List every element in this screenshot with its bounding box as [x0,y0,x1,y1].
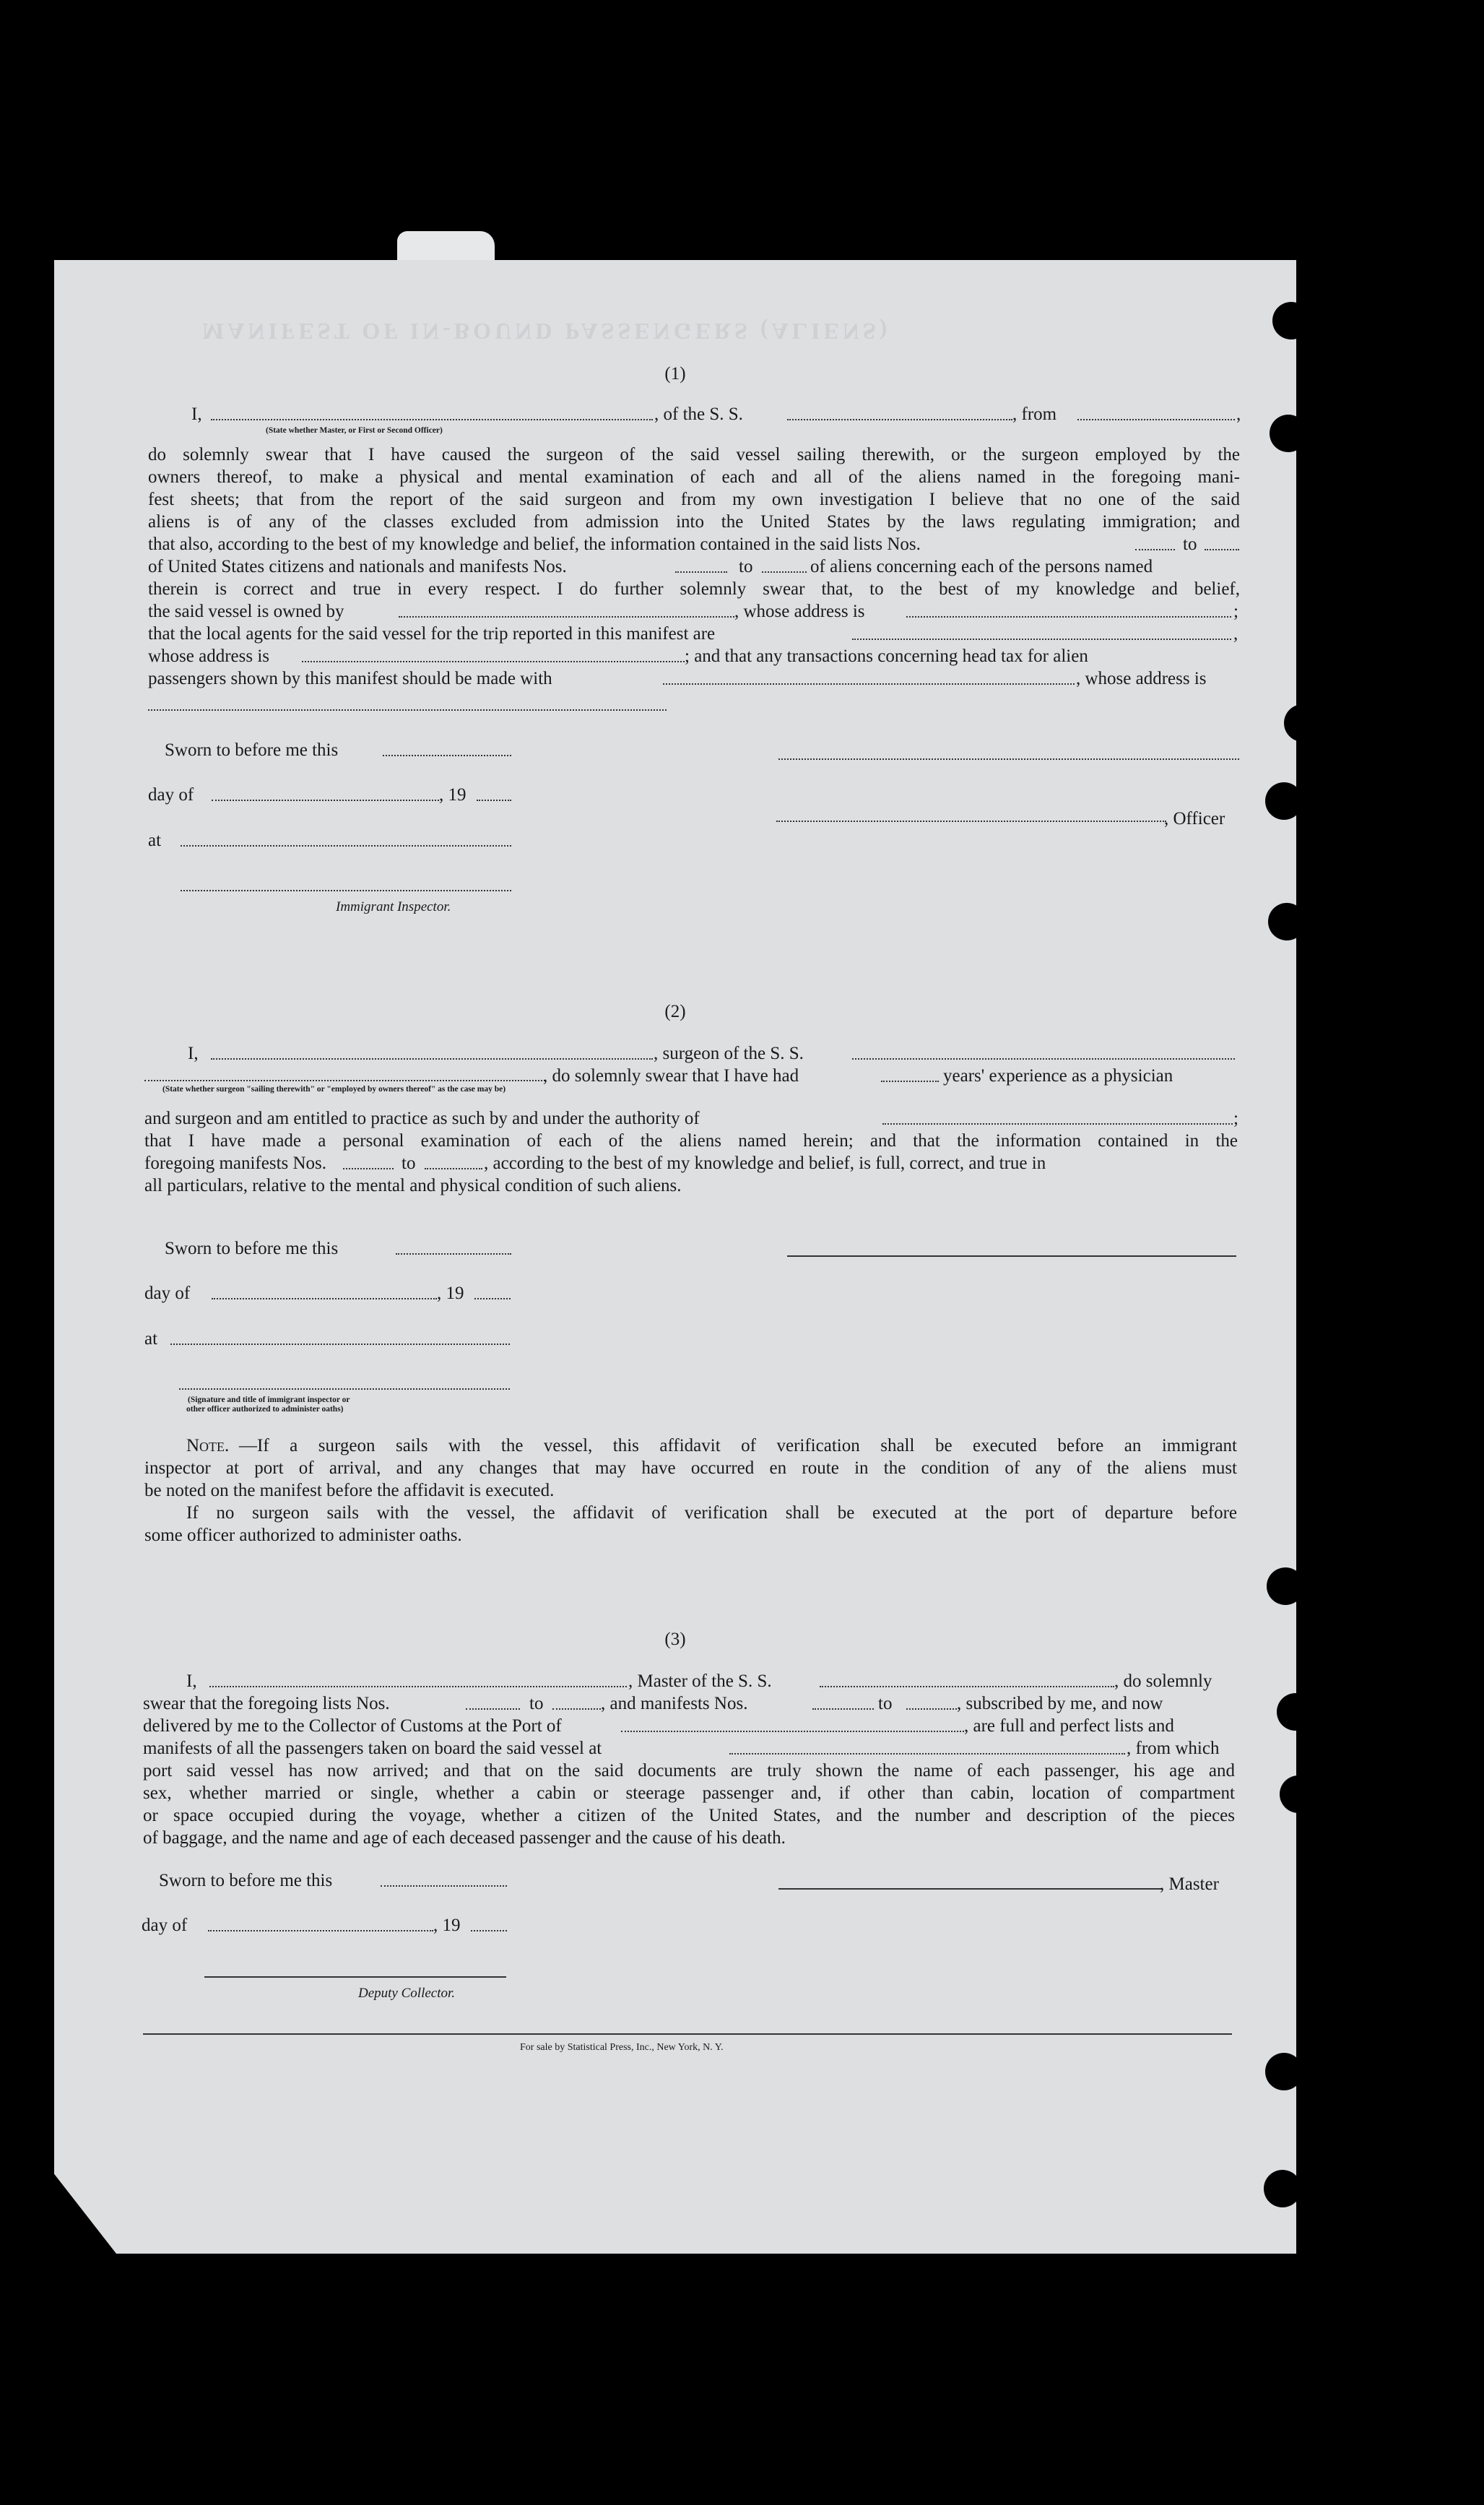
binder-hole-icon [1265,2053,1303,2090]
s3-master-of: , Master of the S. S. [628,1671,772,1691]
s3-list-no-line [466,1708,520,1710]
s1-to-1: to [1183,535,1197,554]
footer-text: For sale by Statistical Press, Inc., New York, N. Y. [520,2042,724,2053]
s3-master-name-line [209,1686,627,1687]
s2-signature-line [179,1388,510,1390]
s3-manifest-no-line [812,1708,874,1710]
s1-day-of: day of [148,785,194,805]
section-1-number: (1) [664,364,686,384]
s1-at-line [181,845,511,847]
s1-line-5: that also, according to the best of my knowledge and belief, the information contained in the said lists Nos. [148,535,921,554]
s3-line-2b: to [529,1694,544,1713]
binder-hole-icon [1268,903,1306,940]
s1-head-tax-line [663,683,1075,685]
s2-line-3c: , according to the best of my knowledge and belief, is full, correct, and true in [484,1154,1046,1173]
s3-i: I, [186,1671,197,1691]
s1-line-11: passengers shown by this manifest should be made with [148,669,552,688]
binder-hole-icon [1270,415,1307,452]
s2-line-1-end: ; [1233,1109,1238,1128]
binder-hole-icon [1267,1567,1304,1605]
s3-master: , Master [1160,1874,1219,1894]
s2-sig-hint-1: (Signature and title of immigrant inspector or [188,1396,350,1404]
s1-line-7: therein is correct and true in every respect. I do further solemnly swear that, to the best of my knowledge and belief, [148,579,1240,599]
s2-note-line-3: be noted on the manifest before the affidavit is executed. [144,1481,555,1500]
s3-deputy: Deputy Collector. [358,1986,456,2001]
s3-line-2d: to [878,1694,893,1713]
s2-note-head [186,1435,229,1457]
s1-address-cont-line [148,709,667,711]
s2-swear-had: , do solemnly swear that I have had [543,1066,799,1086]
s3-sworn-line [381,1885,507,1887]
s1-line-3: fest sheets; that from the report of the said surgeon and from my own investigation I believe that no one of the said [148,490,1240,509]
s3-ship-line [820,1686,1114,1687]
s2-day-of: day of [144,1284,191,1303]
s1-line-10: whose address is [148,646,270,666]
footer-rule [143,2033,1232,2035]
s2-note-line-2: inspector at port of arrival, and any changes that may have occurred en route in the condition of any of the aliens must [144,1458,1237,1478]
note-label: Note. [186,1436,230,1455]
s3-line-3b: , are full and perfect lists and [964,1716,1174,1736]
s2-sig-hint-2: other officer authorized to administer oaths) [186,1405,344,1414]
s3-line-3a: delivered by me to the Collector of Customs at the Port of [143,1716,562,1736]
s3-nineteen: , 19 [433,1916,461,1935]
s3-list-to-line [552,1708,601,1710]
s3-do-solemnly: , do solemnly [1114,1671,1212,1691]
s1-agents-address-line [302,661,685,662]
s3-line-2e: , subscribed by me, and now [957,1694,1163,1713]
s3-line-5: port said vessel has now arrived; and that on the said documents are truly shown the name of each passenger, his age and [143,1761,1235,1781]
s1-line-8: the said vessel is owned by [148,602,344,621]
s3-line-8: of baggage, and the name and age of each deceased passenger and the cause of his death. [143,1828,786,1848]
s2-years-line [881,1081,939,1082]
s1-i: I, [191,404,202,424]
s3-port-line [621,1731,964,1732]
s2-surgeon-name-line [211,1058,653,1060]
section-3-number: (3) [664,1630,686,1649]
s2-years: years' experience as a physician [943,1066,1173,1086]
s1-head-tax: ; and that any transactions concerning head tax for alien [685,646,1088,666]
s1-of-ss: , of the S. S. [654,404,743,424]
s2-sworn: Sworn to before me this [165,1239,339,1258]
s2-at-line [170,1344,510,1345]
s1-of-aliens: of aliens concerning each of the persons named [810,557,1153,576]
s1-sworn: Sworn to before me this [165,740,339,760]
s1-line-4: aliens is of any of the classes excluded from admission into the United States by the laws regulating immigration; and [148,512,1240,532]
s2-manifest-to-line [425,1168,482,1169]
s2-line-2: that I have made a personal examination of each of the aliens named herein; and that the information contained in the [144,1131,1238,1151]
s1-list-to-line [1205,549,1239,550]
s3-embark-line [729,1753,1125,1755]
binder-hole-icon [1277,1693,1314,1731]
binder-hole-icon [1284,704,1322,742]
s2-i: I, [188,1044,199,1063]
s1-line-9: that the local agents for the said vessel for the trip reported in this manifest are [148,624,716,644]
s1-inspector-line [181,890,511,891]
s3-manifest-to-line [906,1708,957,1710]
s2-line-1: and surgeon and am entitled to practice as such by and under the authority of [144,1109,700,1128]
s1-line-6: of United States citizens and nationals and manifests Nos. [148,557,567,576]
s2-note-p2-line-1: If no surgeon sails with the vessel, the affidavit of verification shall be executed at the port of departure before [186,1503,1237,1523]
bleed-through-header: MANIFEST OF IN-BOUND PASSENGERS (ALIENS) [202,319,891,345]
s1-day-line [212,800,439,801]
binder-hole-icon [1264,2170,1301,2207]
s1-at: at [148,831,162,850]
s2-sworn-line [396,1253,511,1255]
s1-line-1: do solemnly swear that I have caused the surgeon of the said vessel sailing therewith, or the surgeon employed by the [148,445,1240,464]
s2-year-line [474,1298,511,1299]
s3-line-2a: swear that the foregoing lists Nos. [143,1694,390,1713]
s2-ship-line [852,1058,1235,1060]
s2-line-3b: to [402,1154,416,1173]
s2-authority-line [882,1123,1233,1125]
s1-nineteen: , 19 [439,785,467,805]
s1-officer-line [211,419,653,420]
s1-sworn-line [383,755,511,756]
s1-officer-line-2 [776,821,1166,822]
s1-comma: , [1233,624,1238,644]
s3-day-of: day of [142,1916,188,1935]
s3-deputy-line [204,1976,506,1978]
s1-from-comma: , [1236,404,1241,424]
s1-officer-hint: (State whether Master, or First or Second Officer) [266,426,443,435]
s1-officer: , Officer [1164,809,1225,828]
s1-manifest-no-line [675,571,727,573]
s3-line-2c: , and manifests Nos. [601,1694,748,1713]
s2-title-line [144,1080,545,1081]
s2-surgeon-of: , surgeon of the S. S. [654,1044,804,1063]
s2-line-3a: foregoing manifests Nos. [144,1154,327,1173]
section-2-number: (2) [664,1002,686,1021]
s1-semicolon: ; [1233,602,1238,621]
s1-officer-sign-line [778,758,1239,760]
s1-owner-address: , whose address is [734,602,865,621]
s1-agents-line [852,639,1231,640]
s1-year-line [477,800,511,801]
s2-note-line-1: —If a surgeon sails with the vessel, this affidavit of verification shall be executed before an immigrant [239,1436,1237,1455]
s3-line-4a: manifests of all the passengers taken on board the said vessel at [143,1739,602,1758]
s3-line-7: or space occupied during the voyage, whether a citizen of the United States, and the number and description of the pieces [143,1806,1235,1825]
binder-hole-icon [1280,1775,1317,1813]
s1-manifest-to-line [762,571,807,573]
s1-ship-line [787,419,1012,420]
s2-manifest-no-line [343,1168,394,1169]
s1-from: , from [1012,404,1057,424]
s2-day-line [212,1298,437,1299]
s1-line-2: owners thereof, to make a physical and mental examination of each and all of the aliens named in the foregoing mani- [148,467,1240,487]
s1-owner-line [399,616,734,618]
s1-whose-address-is: , whose address is [1076,669,1207,688]
s1-from-line [1077,419,1235,420]
s2-at: at [144,1329,158,1349]
s3-sworn: Sworn to before me this [159,1871,333,1890]
s1-list-no-line [1135,549,1175,550]
s2-note-p2-line-2: some officer authorized to administer oaths. [144,1526,462,1545]
s2-surgeon-hint: (State whether surgeon "sailing therewith" or "employed by owners thereof" as the case may be) [162,1085,506,1094]
binder-hole-icon [1272,302,1310,339]
s1-to-2: to [739,557,753,576]
s3-line-4b: , from which [1127,1739,1220,1758]
s2-nineteen: , 19 [437,1284,464,1303]
s3-line-6: sex, whether married or single, whether a cabin or steerage passenger and, if other than cabin, location of compartment [143,1783,1235,1803]
s3-day-line [208,1930,433,1931]
s3-year-line [471,1930,507,1931]
s1-inspector: Immigrant Inspector. [336,899,451,914]
s3-master-sign-line [778,1888,1161,1890]
binder-hole-icon [1265,782,1303,820]
s2-surgeon-sign-line [787,1255,1236,1257]
s2-line-4: all particulars, relative to the mental and physical condition of such aliens. [144,1176,682,1195]
s1-owner-address-line [906,616,1231,618]
